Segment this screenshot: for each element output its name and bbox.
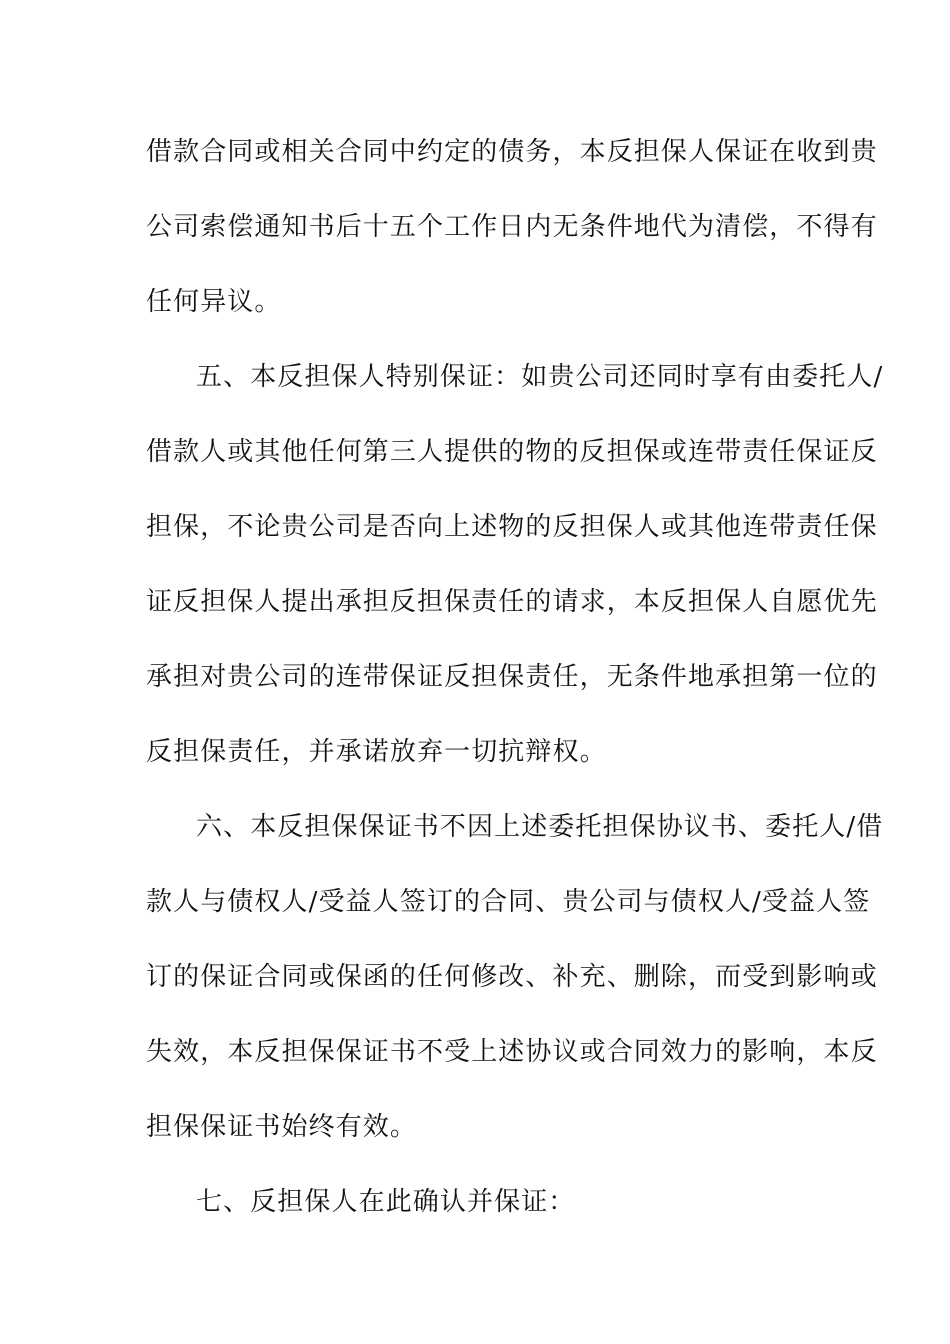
paragraph-line: 反担保责任，并承诺放弃一切抗辩权。: [146, 737, 607, 767]
paragraph-line: 担保，不论贵公司是否向上述物的反担保人或其他连带责任保: [146, 512, 878, 542]
paragraph-line: 证反担保人提出承担反担保责任的请求，本反担保人自愿优先: [146, 587, 878, 617]
paragraph-line: 借款合同或相关合同中约定的债务，本反担保人保证在收到贵: [146, 137, 878, 167]
paragraph-line: 订的保证合同或保函的任何修改、补充、删除，而受到影响或: [146, 962, 878, 992]
paragraph-line: 款人与债权人/受益人签订的合同、贵公司与债权人/受益人签: [146, 887, 871, 917]
paragraph-line: 借款人或其他任何第三人提供的物的反担保或连带责任保证反: [146, 437, 878, 467]
section-six-heading-line: 六、本反担保保证书不因上述委托担保协议书、委托人/借: [196, 812, 884, 842]
section-seven-heading-line: 七、反担保人在此确认并保证：: [196, 1187, 576, 1217]
paragraph-line: 担保保证书始终有效。: [146, 1112, 418, 1142]
paragraph-line: 任何异议。: [146, 287, 282, 317]
paragraph-line: 承担对贵公司的连带保证反担保责任，无条件地承担第一位的: [146, 662, 878, 692]
paragraph-line: 公司索偿通知书后十五个工作日内无条件地代为清偿，不得有: [146, 212, 878, 242]
section-five-heading-line: 五、本反担保人特别保证：如贵公司还同时享有由委托人/: [196, 362, 884, 392]
paragraph-line: 失效，本反担保保证书不受上述协议或合同效力的影响，本反: [146, 1037, 878, 1067]
